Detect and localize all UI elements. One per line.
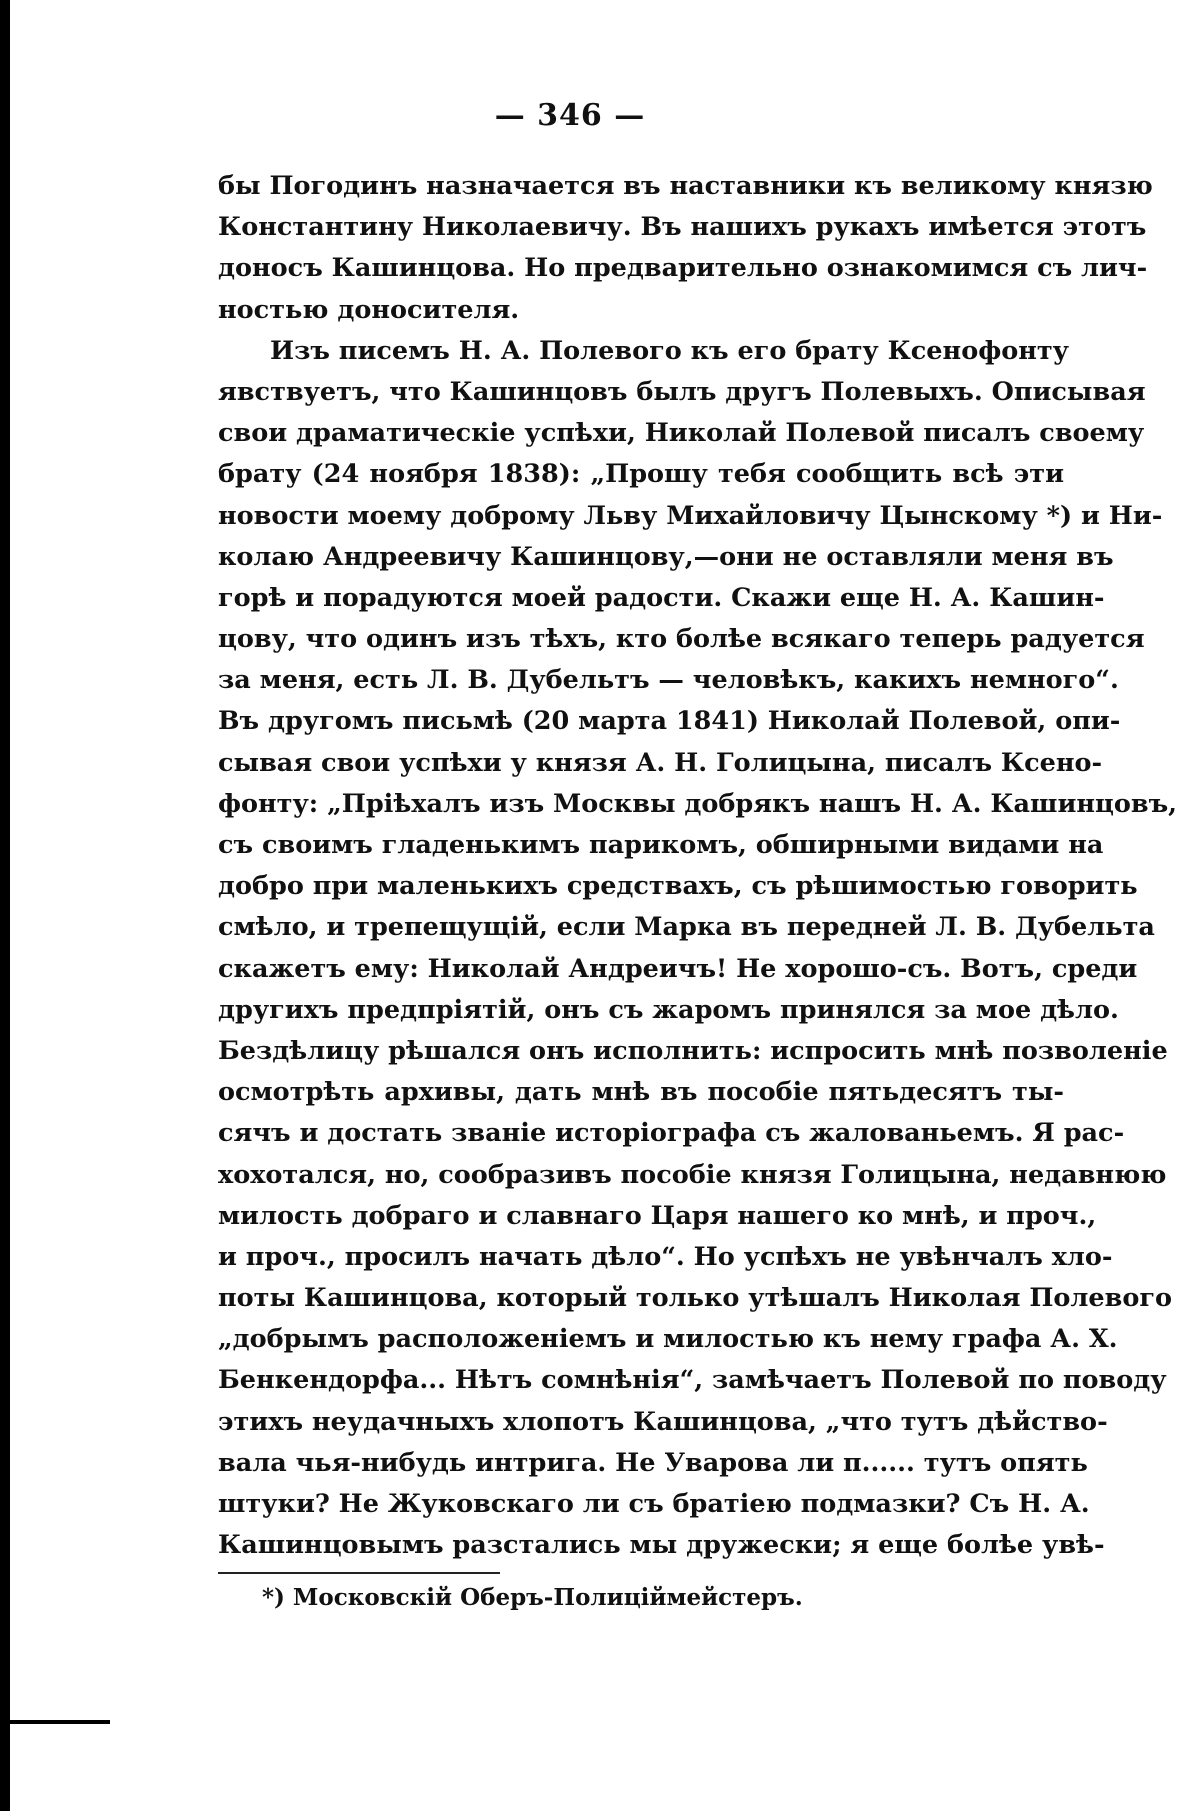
text-line: Изъ писемъ Н. А. Полевого къ его брату Ксенофонту	[270, 335, 1069, 366]
text-line: милость добраго и славнаго Царя нашего ко мнѣ, и проч.,	[218, 1200, 1097, 1231]
text-line: фонту: „Пріѣхалъ изъ Москвы добрякъ нашъ Н. А. Кашинцовъ,	[218, 788, 1177, 819]
text-line: бы Погодинъ назначается въ наставники къ великому князю	[218, 171, 1153, 201]
text-line: скажетъ ему: Николай Андреичъ! Не хорошо-съ. Вотъ, среди	[218, 953, 1138, 984]
text-line: свои драматическіе успѣхи, Николай Полевой писалъ своему	[218, 418, 1145, 449]
text-line: осмотрѣть архивы, дать мнѣ въ пособіе пятьдесятъ ты-	[218, 1077, 1064, 1108]
text-line: колаю Андреевичу Кашинцову,—они не оставляли меня въ	[218, 541, 1114, 572]
text-line: добро при маленькихъ средствахъ, съ рѣшимостью говорить	[218, 871, 1138, 902]
body-text	[218, 166, 1177, 1566]
text-line: сячъ и достать званіе исторіографа съ жалованьемъ. Я рас-	[218, 1118, 1125, 1149]
text-line: другихъ предпріятій, онъ съ жаромъ принялся за мое дѣло.	[218, 994, 1119, 1025]
text-line: съ своимъ гладенькимъ парикомъ, обширными видами на	[218, 830, 1104, 860]
text-line: хохотался, но, сообразивъ пособіе князя Голицына, недавнюю	[218, 1159, 1167, 1190]
text-line: смѣло, и трепещущій, если Марка въ передней Л. В. Дубельта	[218, 912, 1155, 943]
text-line: горѣ и порадуются моей радости. Скажи еще Н. А. Кашин-	[218, 582, 1105, 613]
footnote: *) Московскій Оберъ-Полицiймейстеръ.	[262, 1584, 803, 1611]
text-line: новости моему доброму Льву Михайловичу Цынскому *) и Ни-	[218, 500, 1163, 531]
page-edge-shadow	[0, 0, 10, 1811]
text-line: Бездѣлицу рѣшался онъ исполнить: испросить мнѣ позволеніе	[218, 1035, 1168, 1066]
text-line: брату (24 ноября 1838): „Прошу тебя сообщить всѣ эти	[218, 459, 1064, 490]
text-line: доносъ Кашинцова. Но предварительно ознакомимся съ лич-	[218, 253, 1148, 284]
text-line: Бенкендорфа... Нѣтъ сомнѣнія“, замѣчаетъ Полевой по поводу	[218, 1365, 1167, 1396]
text-line: за меня, есть Л. В. Дубельтъ — человѣкъ, какихъ немного“.	[218, 665, 1119, 696]
text-line: ностью доносителя.	[218, 294, 520, 325]
text-line: Въ другомъ письмѣ (20 марта 1841) Николай Полевой, опи-	[218, 706, 1121, 737]
text-line: сывая свои успѣхи у князя А. Н. Голицына, писалъ Ксено-	[218, 747, 1103, 778]
text-line: этихъ неудачныхъ хлопотъ Кашинцова, „что тутъ дѣйство-	[218, 1406, 1108, 1437]
page-number: — 346 —	[494, 98, 646, 133]
text-line: „добрымъ расположеніемъ и милостью къ нему графа А. Х.	[218, 1324, 1118, 1355]
text-line: вала чья-нибудь интрига. Не Уварова ли п...... тутъ опять	[218, 1447, 1088, 1478]
margin-mark	[0, 1720, 110, 1724]
text-line: явствуетъ, что Кашинцовъ былъ другъ Полевыхъ. Описывая	[218, 376, 1146, 407]
text-line: штуки? Не Жуковскаго ли съ братіею подмазки? Съ Н. А.	[218, 1489, 1090, 1519]
text-line: и проч., просилъ начать дѣло“. Но успѣхъ не увѣнчалъ хло-	[218, 1241, 1113, 1272]
text-line: Кашинцовымъ разстались мы дружески; я еще болѣе увѣ-	[218, 1530, 1105, 1561]
text-line: Константину Николаевичу. Въ нашихъ рукахъ имѣется этотъ	[218, 212, 1147, 243]
text-line: поты Кашинцова, который только утѣшалъ Николая Полевого	[218, 1283, 1172, 1314]
text-line: цову, что одинъ изъ тѣхъ, кто болѣе всякаго теперь радуется	[218, 624, 1145, 655]
footnote-divider	[218, 1572, 500, 1574]
